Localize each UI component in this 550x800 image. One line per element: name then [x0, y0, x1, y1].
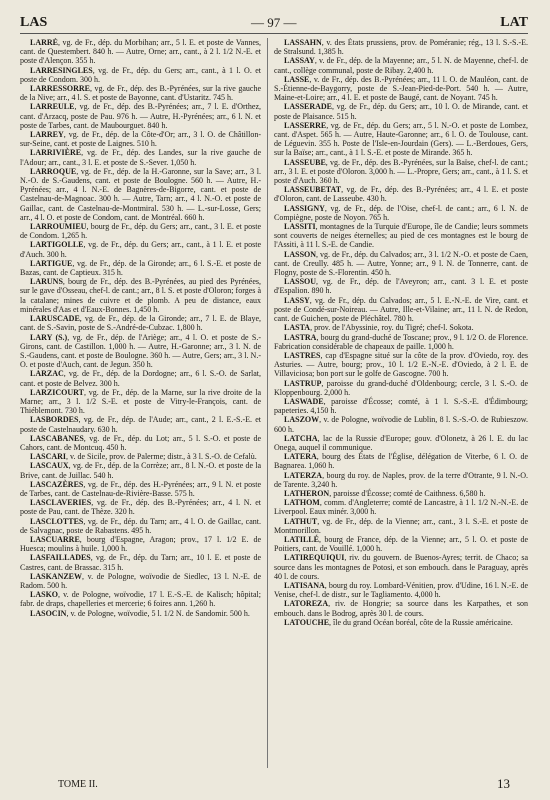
entry-headword: LARZICOURT — [30, 387, 84, 397]
dictionary-entry — [20, 452, 261, 461]
column-divider — [267, 38, 268, 768]
dictionary-entry — [274, 158, 528, 186]
entry-text: , vg. de Fr., dép. des H.-Pyrénées; arr., 9 l. N. et poste de Tarbes, cant. de Castelnau-de-Rivière-Basse. 575 h. — [20, 479, 261, 498]
dictionary-entry — [274, 379, 528, 397]
entry-headword: LASFAILLADES — [30, 553, 91, 563]
dictionary-entry — [20, 102, 261, 130]
entry-headword: LASSAHN — [284, 38, 322, 47]
entry-headword: LARUNS — [30, 277, 63, 287]
dictionary-entry — [274, 204, 528, 222]
dictionary-entry — [274, 250, 528, 278]
entry-text: , v. de Pologne, woïvodie de Lublin, 8 l. S.-S.-O. de Rubieszow. 600 h. — [274, 415, 528, 434]
dictionary-entry — [274, 581, 528, 599]
entry-text: , riv. du gouvern. de Buenos-Ayres; territ. de Chaco; sa source dans les montagnes de Potosi, et son embouch. dans le Paraguay, après 40 l. de cours. — [274, 553, 528, 581]
entry-headword: LARTIGOLLE — [30, 240, 84, 250]
entry-text: , île du grand Océan boréal, côte de la Russie américaine. — [329, 617, 513, 627]
entry-headword: LASSOU — [284, 277, 317, 287]
entry-text: , vg. de Fr., dép. de la Côte-d'Or; arr., 3 l. O. de Châtillon-sur-Seine, cant. et poste de Laignes. 510 h. — [20, 130, 261, 149]
entry-text: , riv. de Hongrie; sa source dans les Karpathes, et son embouch. dans le Bodrog, après 30 l. de cours. — [274, 599, 528, 618]
signature-mark: 13 — [497, 776, 510, 791]
entry-headword: LASSEUBE — [284, 157, 326, 167]
dictionary-entry — [20, 130, 261, 148]
page-footer — [58, 776, 510, 792]
dictionary-entry — [20, 148, 261, 166]
entry-text: , vg. de Fr., dép. des B.-Pyrénées, sur la Baïse, chef-l. de cant.; arr., 3 l. E. et poste d'Oloron. 3,000 h. — L.-Propre, Gers; arr., cant., à 1 l. S. et poste d'Auch. 360 h. — [274, 157, 528, 186]
entry-headword: LATOUCHE — [284, 617, 330, 627]
entry-headword: LATOREZA — [284, 599, 329, 609]
dictionary-entry — [274, 185, 528, 203]
entry-headword: LASCLAVERIES — [30, 498, 92, 508]
entry-text: , vg. de Fr., dép. de la Dordogne; arr., 6 l. S.-O. de Sarlat, cant. et poste de Belvez. 300 h. — [20, 369, 261, 388]
entry-headword: LASSITI — [284, 222, 316, 232]
entry-text: , comm. d'Angleterre; comté de Lancastre, à 1 l. 1/2 N.-N.-E. de Liverpool. Eaux minér. 3,000 h. — [274, 498, 528, 517]
dictionary-entry — [20, 415, 261, 433]
entry-text: , vg. de Fr., dép. des B.-Pyrénées; arr., 7 l. E. d'Orthez, cant. d'Arzacq, poste de Pau. 976 h. — Autre, H.-Pyrénées; arr., 6 l. N. et poste de Tarbes, cant. de Maubourguet. 840 h. — [20, 102, 261, 130]
dictionary-entry — [20, 277, 261, 314]
entry-text: , vg. de Fr., dép. du Lot; arr., 5 l. S.-O. et poste de Cahors, cant. de Montcuq. 450 h. — [20, 433, 261, 452]
entry-text: , lac de la Russie d'Europe; gouv. d'Olonetz, à 26 l. E. du lac Onega, auquel il communique. — [274, 433, 528, 452]
entry-text: , vg. de Fr., dép. de la Marne, sur la rive droite de la Marne; arr., 3 l. 1/2 S.-E. et poste de Vitry-le-François, cant. de Thiéblemont. 730 h. — [20, 387, 261, 416]
header-right-word: LAT — [500, 15, 528, 30]
entry-text: , bourg de France, dép. de la Vienne; arr., 5 l. O. et poste de Poitiers, cant. de Vouillé. 1,000 h. — [274, 534, 528, 554]
entry-text: , vg. de Fr., dép. de la H.-Garonne, sur la Save; arr., 3 l. N.-O. de S.-Gaudens, cant. et poste de Boulogne. 560 h. — Autre, H.-Pyrénées; arr., 4 l. N.-E. de Bagnères-de-Bigorre, cant. et poste de Castelnau-de-Magnoac. 300 h. — Autre, Tarn; arr., 4 l. N.-O. et poste de Gaillac, cant. de Castelnau-de-Montmiral. 530 h. — L.-sur-Losse, Gers; arr., 4 l. O. et poste de Condom, cant. de Montréal. 660 h. — [20, 166, 261, 222]
dictionary-entry — [274, 553, 528, 581]
header-left-word: LAS — [20, 15, 48, 30]
dictionary-entry — [274, 452, 528, 470]
entry-text: , vg. de Fr., dép. de l'Aveyron; arr., cant. 3 l. E. et poste d'Espalion. 890 h. — [274, 277, 528, 296]
dictionary-entry — [20, 240, 261, 258]
entry-headword: LATERA — [284, 452, 317, 462]
entry-text: , vg. de Fr., dép. de l'Oise, chef-l. de cant.; arr., 6 l. N. de Compiègne, poste de Noyon. 765 h. — [274, 203, 528, 222]
entry-text: , vg. de Fr., dép. des B.-Pyrénées; arr., 4 l. E. et poste d'Oloron, cant. de Lasseube. 430 h. — [274, 185, 528, 204]
entry-text: , vg. de Fr., dép. de l'Ariège; arr., 4 l. O. et poste de S.-Girons, cant. de Castillon. 1,000 h. — Autre, H.-Garonne; arr., 3 l. N. de S.-Gaudens, cant. et poste de Boulogne. 360 h. — Autre, Gers; arr., 3 l. N.-O. et poste d'Auch, cant. de Jegun. 350 h. — [20, 332, 261, 370]
dictionary-entry — [20, 572, 261, 590]
entry-headword: LATISANA — [284, 580, 325, 590]
entry-headword: LASKANZEW — [30, 571, 83, 581]
entry-text: , bourg du roy. Lombard-Vénitien, prov. d'Udine, 16 l. N.-E. de Venise, chef-l. de distr., sur le Tagliamento. 4,000 h. — [274, 580, 528, 600]
entry-headword: LARRÉ — [30, 38, 59, 47]
entry-text: , vg. de Fr., dép. de la Corrèze; arr., 8 l. N.-O. et poste de la Brive, cant. de Juillac. 540 h. — [20, 461, 261, 480]
dictionary-entry — [20, 259, 261, 277]
entry-headword: LASSIGNY — [284, 203, 325, 213]
entry-headword: LASTRUP — [284, 378, 322, 388]
entry-text: , v. de Pologne, woïvodie, 5 l. 1/2 N. de Sandomir. 500 h. — [66, 608, 250, 618]
dictionary-entry — [20, 535, 261, 553]
dictionary-entry — [274, 56, 528, 74]
dictionary-entry — [20, 434, 261, 452]
entry-headword: LATHERON — [284, 488, 330, 498]
entry-headword: LASSON — [284, 249, 317, 259]
dictionary-entry — [20, 222, 261, 240]
dictionary-entry — [20, 66, 261, 84]
entry-text: , vg. de Fr., dép. du Calvados; arr., 5 l. E.-N.-E. de Vire, cant. et poste de Condé-sur-Noireau. — Autre, Ille-et-Vilaine; arr., 11 l. N. de Redon, cant. de Guichen, poste de Pléchâtel. 780 h. — [274, 295, 528, 324]
entry-headword: LASCUARRE — [30, 534, 80, 544]
dictionary-entry — [20, 517, 261, 535]
entry-text: , vg. de Fr., dép. des B.-Pyrénées; arr., 4 l. N. et poste de Pau, cant. de Thèze. 320 h. — [20, 498, 261, 517]
entry-headword: LARZAC — [30, 369, 64, 379]
entry-headword: LASSE — [284, 74, 310, 84]
entry-text: , vg. de Fr., dép. du Gers; arr., 5 l. N.-O. et poste de Lombez, cant. d'Aspet. 565 h. — Autre, Haute-Garonne; arr., 6 l. O. de Toulouse, cant. de Léguevin. 355 h. Poste de l'Isle-en-Jourdain (Gers). — L.-Berdoues, Gers, sur la Baïse; arr., cant., à 1 l. S.-E. et poste de Mirande. 365 h. — [274, 120, 528, 158]
entry-text: , vg. de Fr., dép. de l'Aude; arr., cant., 2 l. E.-S.-E. et poste de Castelnaudary. 630 h. — [20, 415, 261, 434]
entry-headword: LASTRA — [284, 332, 317, 342]
entry-headword: LASCLOTTES — [30, 516, 84, 526]
entry-text: , v. des États prussiens, prov. de Poméranie; rég., 13 l. S.-S.-E. de Stralsund. 1,385 h. — [274, 38, 528, 57]
entry-text: , v. de Sicile, prov. de Palerme; distr., à 3 l. S.-O. de Cefalù. — [66, 452, 257, 462]
entry-text: , bourg du roy. de Naples, prov. de la terre d'Otrante, 9 l. N.-O. de Tarente. 3,240 h. — [274, 470, 528, 489]
entry-headword: LARREULE — [30, 102, 75, 112]
entry-headword: LASCABANES — [30, 433, 84, 443]
dictionary-entry — [274, 489, 528, 498]
entry-text: , v. de Fr., dép. de la Mayenne; arr., 5 l. N. de Mayenne, chef-l. de cant., collège communal, poste de Ribay. 2,400 h. — [274, 56, 528, 75]
dictionary-entry — [274, 434, 528, 452]
entry-headword: LATIREQUIQUI — [284, 553, 345, 563]
entry-text: , cap d'Espagne situé sur la côte de la prov. d'Oviedo, roy. des Asturies. — Autre, bourg; prov., 10 l. 1/2 E.-N.-E. d'Oviedo, à 2 l. E. de Villaviciosa; bon port sur le golfe de Gascogne. 700 h. — [274, 350, 528, 379]
entry-headword: LATHUT — [284, 516, 318, 526]
entry-text: , montagnes de la Turquie d'Europe, île de Candie; leurs sommets sont couverts de neiges éternelles; au pied de ces montagnes est le bourg de l'Assiti, à 11 l. S.-E. de Candie. — [274, 222, 528, 250]
dictionary-entry — [274, 599, 528, 617]
entry-headword: LATCHA — [284, 433, 318, 443]
entry-text: , vg. de Fr., dép. de la Vienne; arr., cant., 3 l. S.-E. et poste de Montmorillon. — [274, 516, 528, 535]
entry-text: , prov. de l'Abyssinie, roy. du Tigré; chef-l. Sokota. — [310, 323, 474, 333]
right-column — [274, 38, 528, 768]
dictionary-entry — [274, 102, 528, 120]
entry-text: , bourg d'Espagne, Aragon; prov., 17 l. 1/2 E. de Huesca; moulins à huile. 1,000 h. — [20, 534, 261, 554]
dictionary-entry — [274, 333, 528, 351]
entry-text: , paroisse d'Écosse; comté, à 1 l. S.-S.-E. d'Édimbourg; papeteries. 4,150 h. — [274, 396, 528, 416]
dictionary-entry — [20, 590, 261, 608]
entry-text: , paroisse d'Écosse; comté de Caithness. 6,580 h. — [329, 488, 486, 498]
entry-headword: LASKO — [30, 590, 59, 600]
entry-headword: LARRIVIÈRE — [30, 148, 82, 158]
entry-text: , vg. de Fr., dép. du Calvados; arr., 3 l. 1/2 N.-O. et poste de Caen, cant. de Creully. 485 h. — Autre, Yonne; arr., 9 l. N. de Tonnerre, cant. de Flogny, poste de S.-Florentin. 450 h. — [274, 249, 528, 278]
dictionary-entry — [274, 121, 528, 158]
dictionary-entry — [20, 553, 261, 571]
entry-headword: LASSERRE — [284, 120, 327, 130]
entry-text: , vg. de Fr., dép. du Tarn; arr., 4 l. O. de Gaillac, cant. de Salvagnac, poste de Rabastens. 495 h. — [20, 516, 261, 535]
dictionary-entry — [20, 38, 261, 66]
dictionary-entry — [274, 535, 528, 553]
entry-text: , v. de Pologne, woïvodie, 17 l. E.-S.-E. de Kalisch; hôpital; fabr. de draps, chapelleries et mercerie; 6 foires ann. 1,260 h. — [20, 590, 261, 609]
entry-headword: LARROUMIEU — [30, 222, 87, 232]
entry-headword: LASSERADE — [284, 102, 333, 112]
entry-headword: LARRESINGLES — [30, 65, 93, 75]
entry-headword: LARRESSORRE — [30, 84, 91, 94]
entry-headword: LASSEUBETAT — [284, 185, 342, 195]
entry-headword: LARREY — [30, 130, 64, 140]
dictionary-entry — [274, 618, 528, 627]
dictionary-entry — [20, 333, 261, 370]
entry-headword: LASCARI — [30, 452, 67, 462]
dictionary-entry — [20, 388, 261, 416]
entry-headword: LATILLÉ — [284, 534, 319, 544]
entry-headword: LASWADE — [284, 396, 324, 406]
entry-headword: LASTRES — [284, 350, 321, 360]
dictionary-entry — [20, 461, 261, 479]
entry-headword: LASCAUX — [30, 461, 69, 471]
header-rule — [20, 33, 528, 34]
dictionary-entry — [274, 75, 528, 103]
page-number: — 97 — — [250, 15, 297, 30]
entry-headword: LASCAZÈRES — [30, 479, 84, 489]
dictionary-entry — [274, 277, 528, 295]
dictionary-entry — [274, 415, 528, 433]
entry-text: , vg. de Fr., dép. de la Gironde; arr., 7 l. E. de Blaye, cant. de S.-Savin, poste de S.-André-de-Cubzac. 1,800 h. — [20, 314, 261, 333]
running-header — [20, 14, 528, 32]
dictionary-entry — [274, 397, 528, 415]
entry-text: , bourg des États de l'Église, délégation de Viterbe, 6 l. O. de Bagnarea. 1,060 h. — [274, 452, 528, 471]
entry-headword: LATERZA — [284, 470, 323, 480]
dictionary-entry — [274, 498, 528, 516]
entry-text: , vg. de Fr., dép. des Landes, sur la rive gauche de l'Adour; arr., cant., 3 l. E. et poste de S.-Sever. 1,050 h. — [20, 148, 261, 167]
volume-label: TOME II. — [58, 778, 98, 790]
entry-text: , vg. de Fr., dép. du Tarn; arr., 10 l. E. et poste de Castres, cant. de Brassac. 315 h. — [20, 553, 261, 572]
dictionary-entry — [20, 498, 261, 516]
entry-headword: LARUSCADE — [30, 314, 80, 324]
entry-text: , vg. de Fr., dép. du Gers; arr., cant., à 1 l. O. et poste de Condom. 300 h. — [20, 65, 261, 84]
entry-text: , bourg de Fr., dép. du Gers; arr., cant., 3 l. E. et poste de Condom. 1,265 h. — [20, 222, 261, 241]
dictionary-entry — [20, 480, 261, 498]
dictionary-entry — [274, 323, 528, 332]
entry-headword: LARTIGUE — [30, 258, 73, 268]
dictionary-entry — [20, 314, 261, 332]
dictionary-entry — [20, 167, 261, 222]
dictionary-entry — [20, 369, 261, 387]
dictionary-entry — [20, 84, 261, 102]
entry-headword: LASBORDES — [30, 415, 79, 425]
entry-headword: LASOCIN — [30, 608, 67, 618]
entry-headword: LATHOM — [284, 498, 320, 508]
entry-text: , vg. de Fr., dép. des B.-Pyrénées, sur la rive gauche de la Nive; arr., 4 l. S. et poste de Bayonne, cant. d'Ustaritz. 745 h. — [20, 84, 261, 103]
entry-text: , v. de Pologne, woïvodie de Siedlec, 13 l. N.-E. de Radom. 500 h. — [20, 571, 261, 590]
dictionary-entry — [274, 38, 528, 56]
entry-headword: LARY (S.) — [30, 332, 68, 342]
entry-headword: LASSAY — [284, 56, 315, 66]
dictionary-entry — [274, 351, 528, 379]
dictionary-entry — [274, 517, 528, 535]
dictionary-entry — [274, 222, 528, 250]
entry-text: , vg. de Fr., dép. du Gers; arr., cant., à 1 l. E. et poste d'Auch. 300 h. — [20, 240, 261, 259]
entry-text: , vg. de Fr., dép. du Morbihan; arr., 5 l. E. et poste de Vannes, cant. de Questembert. 840 h. — Autre, Orne; arr., cant., à 2 l. 1/2 N.-E. et poste d'Alençon. 355 h. — [20, 38, 261, 66]
entry-headword: LASTA — [284, 323, 311, 333]
entry-text: , v. de Fr., dép. des B.-Pyrénées; arr., 11 l. O. de Mauléon, cant. de S.-Étienne-de-Baygorry, poste de S.-Jean-Pied-de-Port. 540 h. — Autre, Maine-et-Loire; arr., 4 l. E. et poste de Baugé, cant. de Noyant. 745 h. — [274, 74, 528, 103]
entry-text: , paroisse du grand-duché d'Oldenbourg; cercle, 3 l. S.-O. de Kloppenbourg. 2,000 h. — [274, 378, 528, 397]
entry-headword: LARROQUE — [30, 166, 77, 176]
dictionary-entry — [274, 296, 528, 324]
dictionary-entry — [274, 471, 528, 489]
entry-headword: LASZOW — [284, 415, 320, 425]
entry-text: , bourg du grand-duché de Toscane; prov., 9 l. 1/2 O. de Florence. Fabrication considérable de chapeaux de paille. 1,000 h. — [274, 332, 528, 351]
entry-headword: LASSY — [284, 295, 310, 305]
entry-text: , vg. de Fr., dép. du Gers; arr., 10 l. O. de Mirande, cant. et poste de Plaisance. 515 h. — [274, 102, 528, 121]
left-column — [20, 38, 261, 768]
entry-text: , vg. de Fr., dép. de la Gironde; arr., 6 l. S.-E. et poste de Bazas, cant. de Captieux. 315 h. — [20, 258, 261, 278]
entry-text: , bourg de Fr., dép. des B.-Pyrénées, au pied des Pyrénées, sur le gave d'Osseau, chef-l. de cant.; arr., 8 l. S. et poste d'Oloron; forges à la catalane; mines de cuivre et de plomb. A peu de distance, eaux minérales d'Aas et d'Eaux-Bonnes. 1,450 h. — [20, 277, 261, 314]
dictionary-entry — [20, 609, 261, 618]
